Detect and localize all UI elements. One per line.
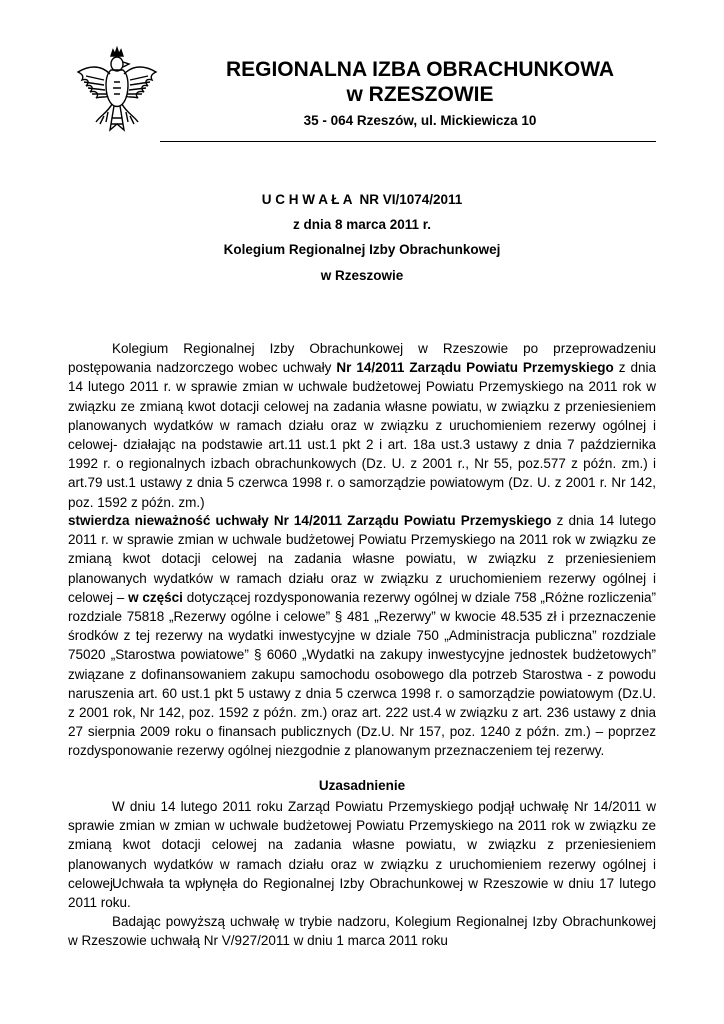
resolution-date: z dnia 8 marca 2011 r. [292, 217, 432, 232]
intro-bold-ref: Nr 14/2011 Zarządu Powiatu Przemyskiego [336, 360, 614, 376]
ruling-paragraph [68, 511, 656, 761]
justification-heading: Uzasadnienie [318, 778, 406, 793]
justification-paragraph-1: W dniu 14 lutego 2011 roku Zarząd Powiatu Przemyskiego podjął uchwałę Nr 14/2011 w sprawie zmian w zmian w uchwale budżetowej Powiatu Przemyskiego na 2011 rok w związku ze zmianą kwot dotacji celowej na zadania własne powiatu, w związku z przeniesieniem planowanych wydatków w ramach działu oraz w związku z uruchomieniem rezerwy ogólnej i celowej. [68, 799, 656, 891]
intro-paragraph [68, 339, 656, 512]
ruling-text-a: z dnia 14 lutego 2011 r. w sprawie zmian w uchwale budżetowej Powiatu Przemyskiego na 2011 rok w związku ze zmianą kwot dotacji celowej na zadania własne powiatu, w związku z przeniesieniem planowanych wydatków w ramach działu oraz w związku z uruchomieniem rezerwy ogólnej i celowej – [68, 513, 656, 605]
institution-address: 35 - 064 Rzeszów, ul. Mickiewicza 10 [303, 113, 537, 128]
header-divider [160, 141, 656, 142]
ruling-text-b: dotyczącej rozdysponowania rezerwy ogólnej w dziale 758 „Różne rozliczenia” rozdziale 75818 „Rezerwy ogólne i celowe” § 481 „Rezerwy” w kwocie 48.535 zł i przeznaczenie środków z tej rezerwy na wydatki inwestycyjne w dziale 750 „Administracja publiczna” rozdziale 75020 „Starostwa powiatowe” § 6060 „Wydatki na zakupy inwestycyjne jednostek budżetowych” związane z dofinansowaniem zakupu samochodu osobowego dla potrzeb Starostwa - z powodu naruszenia art. 60 ust.1 pkt 5 ustawy z dnia 5 czerwca 1998 r. o samorządzie powiatowym (Dz.U. z 2001 rok, Nr 142, poz. 1592 z późn. zm.) oraz art. 222 ust.4 w związku z art. 236 ustawy z dnia 27 sierpnia 2009 roku o finansach publicznych (Dz.U. Nr 157, poz. 1240 z późn. zm.) – poprzez rozdysponowanie rezerwy ogólnej niezgodnie z planowanym przeznaczeniem tej rezerwy. [68, 589, 656, 759]
intro-text-b: z dnia 14 lutego 2011 r. w sprawie zmian w uchwale budżetowej Powiatu Przemyskiego na 2011 rok w związku ze zmianą kwot dotacji celowej na zadania własne powiatu, w związku z przeniesieniem planowanych wydatków w ramach działu oraz w związku z uruchomieniem rezerwy ogólnej i celowej- działając na podstawie art.11 ust.1 pkt 2 i art. 18a ust.3 ustawy z dnia 7 października 1992 r. o regionalnych izbach obrachunkowych (Dz. U. z 2001 r., Nr 55, poz.577 z późn. zm.) i art.79 ust.1 ustawy z dnia 5 czerwca 1998 r. o samorządzie powiatowym (Dz. U. z 2001 r. Nr 142, poz. 1592 z późn. zm.) [68, 360, 656, 510]
justification-paragraph-2: Uchwała ta wpłynęła do Regionalnej Izby Obrachunkowej w Rzeszowie w dniu 17 lutego 2011 roku. [68, 876, 656, 911]
ruling-bold-partial: w części [128, 589, 183, 605]
institution-name: REGIONALNA IZBA OBRACHUNKOWA [225, 58, 615, 81]
institution-city: w RZESZOWIE [346, 83, 494, 106]
justification-paragraph-3: Badając powyższą uchwałę w trybie nadzoru, Kolegium Regionalnej Izby Obrachunkowej w Rzeszowie uchwałą Nr V/927/2011 w dniu 1 marca 2011 roku [68, 914, 656, 949]
polish-eagle-emblem-icon [74, 42, 160, 138]
resolution-place: w Rzeszowie [320, 268, 404, 283]
resolution-body: Kolegium Regionalnej Izby Obrachunkowej [223, 242, 501, 257]
resolution-title: U C H W A Ł A NR VI/1074/2011 [261, 192, 463, 207]
intro-text-a: Kolegium Regionalnej Izby Obrachunkowej w Rzeszowie po przeprowadzeniu postępowania nadzorczego wobec uchwały [68, 341, 656, 376]
ruling-lead: stwierdza nieważność uchwały Nr 14/2011 Zarządu Powiatu Przemyskiego [68, 513, 552, 528]
